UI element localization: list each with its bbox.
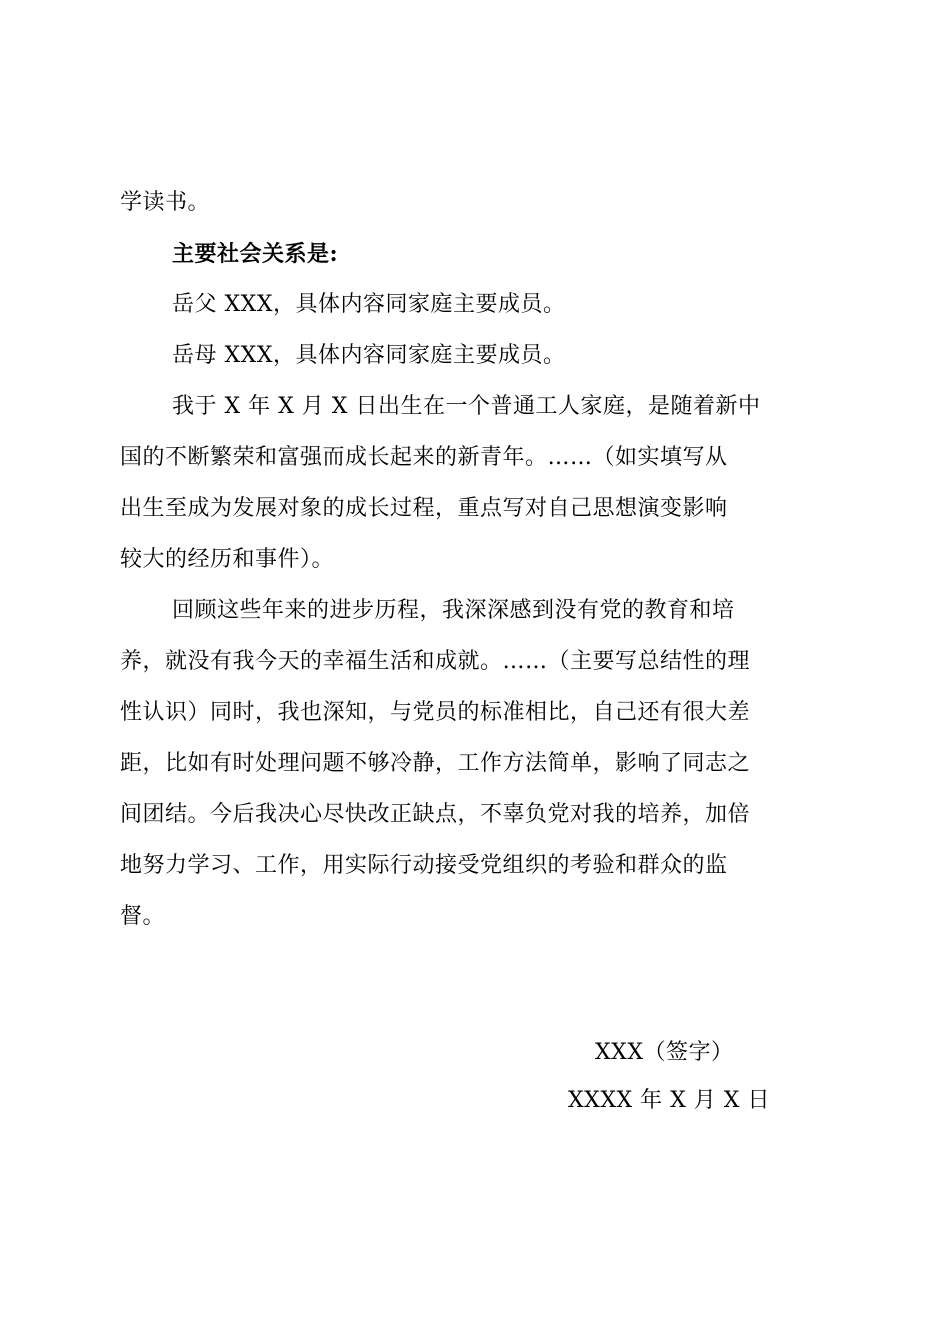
paragraph-1-line-3: 出生至成为发展对象的成长过程，重点写对自己思想演变影响 [120,496,728,521]
paragraph-2-line-2: 养，就没有我今天的幸福生活和成就。……（主要写总结性的理 [120,649,751,674]
section-heading-social-relations: 主要社会关系是: [172,241,339,267]
paragraph-1-line-4: 较大的经历和事件）。 [120,547,335,572]
paragraph-2-line-3: 性认识）同时，我也深知，与党员的标准相比，自己还有很大差 [120,700,751,725]
paragraph-1-line-1: 我于 X 年 X 月 X 日出生在一个普通工人家庭，是随着新中 [172,394,761,419]
paragraph-2-line-7: 督。 [120,904,166,929]
signature-line: XXX（签字） [595,1040,734,1065]
paragraph-2-line-4: 距，比如有时处理问题不够冷静，工作方法简单，影响了同志之 [120,751,751,776]
paragraph-2-line-6: 地努力学习、工作，用实际行动接受党组织的考验和群众的监 [120,853,728,878]
paragraph-1-line-2: 国的不断繁荣和富强而成长起来的新青年。……（如实填写从 [120,445,728,470]
text-line-father-in-law: 岳父 XXX，具体内容同家庭主要成员。 [172,292,566,317]
date-line: XXXX 年 X 月 X 日 [568,1088,770,1113]
text-line-mother-in-law: 岳母 XXX，具体内容同家庭主要成员。 [172,343,566,368]
paragraph-2-line-5: 间团结。今后我决心尽快改正缺点，不辜负党对我的培养，加倍 [120,802,751,827]
paragraph-2-line-1: 回顾这些年来的进步历程，我深深感到没有党的教育和培 [172,598,735,623]
text-line-1: 学读书。 [120,190,211,215]
